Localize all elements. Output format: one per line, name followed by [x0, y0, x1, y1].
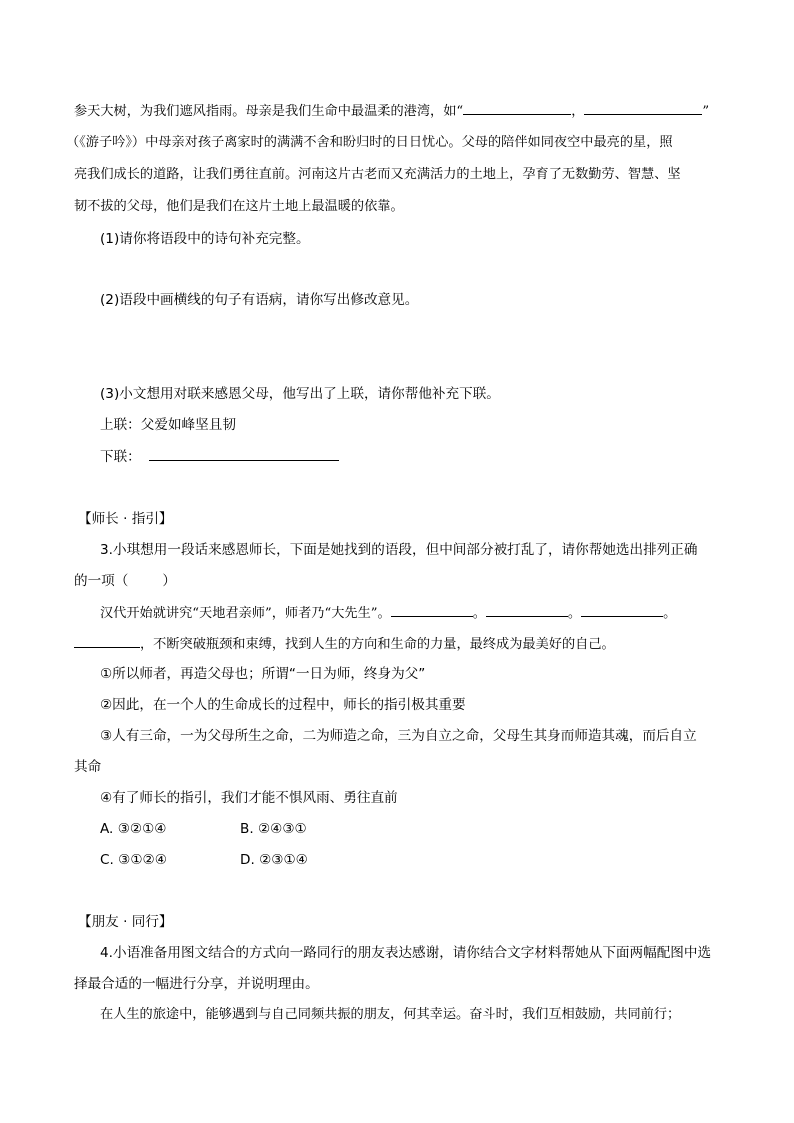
q3-sentence-4: ④有了师长的指引，我们才能不惧风雨、勇往直前 [100, 790, 398, 806]
q3-sentence-3-line1: ③人有三命，一为父母所生之命，二为师造之命，三为自立之命，父母生其身而师造其魂，而后自立 [100, 728, 697, 744]
passage1-line3: 亮我们成长的道路，让我们勇往直前。河南这片古老而又充满活力的土地上，孕育了无数勤劳、智慧、坚 [74, 167, 681, 182]
poem-blank-2[interactable] [584, 100, 702, 115]
couplet-answer-blank[interactable] [149, 446, 339, 461]
q3-stem-line2-close: ） [162, 573, 176, 589]
passage1-line4: 韧不拔的父母，他们是我们在这片土地上最温暖的依靠。 [74, 199, 404, 214]
passage1-line1-text: 参天大树，为我们遮风指雨。母亲是我们生命中最温柔的港湾，如“ [74, 104, 464, 119]
section-friend-heading: 【朋友 · 同行】 [78, 914, 173, 930]
q3-passage-line2 [74, 633, 615, 653]
q3-option-a[interactable]: A. ③②①④ [100, 821, 167, 837]
q3-blank-4[interactable] [74, 633, 140, 648]
q3-period-1: 。 [472, 606, 486, 621]
q3-passage-line2-text: ，不断突破瓶颈和束缚，找到人生的方向和生命的力量，最终成为最美好的自己。 [140, 637, 615, 652]
q3-sentence-2: ②因此，在一个人的生命成长的过程中，师长的指引极其重要 [100, 697, 466, 713]
question-3: (3)小文想用对联来感恩父母，他写出了上联，请你帮他补充下联。 [100, 386, 500, 402]
section-teacher-heading: 【师长 · 指引】 [78, 511, 173, 527]
question-2: (2)语段中画横线的句子有语病，请你写出修改意见。 [100, 292, 419, 308]
q3-blank-1[interactable] [391, 602, 473, 617]
q3-passage-line1 [100, 602, 676, 622]
q3-stem-line2 [74, 571, 176, 591]
q3-sentence-1: ①所以师者，再造父母也；所谓“一日为师，终身为父” [100, 666, 426, 682]
q3-period-3: 。 [663, 606, 677, 621]
q3-period-2: 。 [567, 606, 582, 621]
passage1-line1-end: ” [702, 104, 710, 119]
q3-option-d[interactable]: D. ②③①④ [240, 852, 308, 868]
q3-stem-line2-text: 的一项（ [74, 573, 129, 589]
passage1-line1 [74, 100, 709, 120]
q3-blank-2[interactable] [486, 602, 568, 617]
q3-blank-3[interactable] [581, 602, 663, 617]
q3-option-c[interactable]: C. ③①②④ [100, 852, 167, 868]
q4-stem-line1: 4.小语准备用图文结合的方式向一路同行的朋友表达感谢，请你结合文字材料帮她从下面两幅配图中选 [100, 945, 712, 961]
couplet-lower-label: 下联： [100, 449, 141, 465]
passage1-line1-sep: ， [571, 104, 585, 119]
poem-blank-1[interactable] [463, 100, 571, 115]
passage1-line2: （《游子吟》）中母亲对孩子离家时的满满不舍和盼归时的日日忧心。父母的陪伴如同夜空中最亮的星，照 [66, 135, 673, 150]
couplet-lower [100, 446, 339, 466]
q3-sentence-3-line2: 其命 [74, 759, 102, 775]
q4-passage-line1: 在人生的旅途中，能够遇到与自己同频共振的朋友，何其幸运。奋斗时，我们互相鼓励，共同前行； [100, 1007, 681, 1022]
question-1: (1)请你将语段中的诗句补充完整。 [100, 231, 310, 247]
q3-stem-line1: 3.小琪想用一段话来感恩师长，下面是她找到的语段，但中间部分被打乱了，请你帮她选出排列正确 [100, 542, 698, 558]
q4-stem-line2: 择最合适的一幅进行分享，并说明理由。 [74, 976, 319, 992]
q3-passage-line1-text: 汉代开始就讲究“天地君亲师”，师者乃“大先生”。 [100, 606, 391, 621]
couplet-upper: 上联：父爱如峰坚且韧 [100, 417, 236, 433]
q3-option-b[interactable]: B. ②④③① [240, 821, 307, 837]
